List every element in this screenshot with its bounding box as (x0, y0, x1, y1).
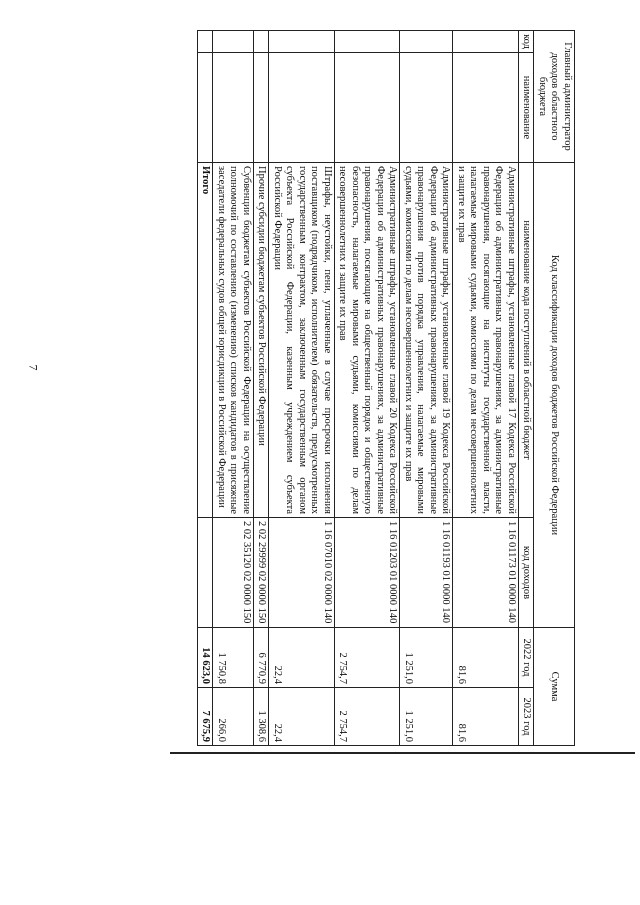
row-income-code: 1 16 01173 01 0000 140 (453, 518, 519, 628)
admin-code-cell (335, 31, 401, 53)
header-income-code: код доходов (519, 518, 535, 628)
header-classification-group: Код классификации доходов бюджетов Российской Федерации (534, 163, 575, 628)
header-year-2022: 2022 год (519, 628, 535, 688)
admin-name-cell (254, 53, 270, 163)
admin-name-cell (269, 53, 335, 163)
admin-code-cell (198, 31, 214, 53)
total-value-2022: 14 623,0 (198, 628, 214, 688)
admin-code-cell (213, 31, 254, 53)
row-value-2022: 1 251,0 (400, 628, 453, 688)
row-income-code: 1 16 01203 01 0000 140 (335, 518, 401, 628)
row-value-2022: 2 754,7 (335, 628, 401, 688)
row-value-2023: 1 308,6 (254, 688, 270, 746)
admin-name-cell (198, 53, 214, 163)
table-row (269, 31, 335, 746)
table-row (453, 31, 519, 746)
row-value-2022: 22,4 (269, 628, 335, 688)
revenue-table (197, 30, 575, 746)
row-value-2022: 81,6 (453, 628, 519, 688)
row-income-code: 2 02 29999 02 0000 150 (254, 518, 270, 628)
row-income-code: 1 16 07010 02 0000 140 (269, 518, 335, 628)
row-value-2023: 22,4 (269, 688, 335, 746)
revenue-table-sheet (100, 30, 575, 745)
page-number: 7 (26, 364, 41, 371)
row-description: Прочие субсидии бюджетам субъектов Российской Федерации (254, 163, 270, 518)
admin-name-cell (213, 53, 254, 163)
total-label: Итого (198, 163, 214, 518)
admin-name-cell (453, 53, 519, 163)
admin-name-cell (335, 53, 401, 163)
admin-code-cell (254, 31, 270, 53)
divider-line (170, 752, 635, 754)
header-code: код (519, 31, 535, 53)
header-sum-group: Сумма (534, 628, 575, 746)
row-value-2023: 1 251,0 (400, 688, 453, 746)
table-row (335, 31, 401, 746)
admin-code-cell (400, 31, 453, 53)
row-income-code: 2 02 35120 02 0000 150 (213, 518, 254, 628)
total-value-2023: 7 675,9 (198, 688, 214, 746)
total-row (198, 31, 214, 746)
table-row (254, 31, 270, 746)
row-description: Штрафы, неустойки, пени, уплаченные в случае просрочки исполнения поставщиком (подрядчиком, исполнителем) обязательств, предусмотренных государственным контрактом, заключенным государственным органом субъекта Российской Федерации, казенным учреждением субъекта Российской Федерации (269, 163, 335, 518)
total-code-cell (198, 518, 214, 628)
admin-code-cell (453, 31, 519, 53)
header-year-2023: 2023 год (519, 688, 535, 746)
row-description: Субвенции бюджетам субъектов Российской Федерации на осуществление полномочий по составлению (изменению) списков кандидатов в присяжные заседатели федеральных судов общей юрисдикции в Российской Федерации (213, 163, 254, 518)
header-income-name: наименование кода поступлений в областной бюджет (519, 163, 535, 518)
row-description: Административные штрафы, установленные главой 20 Кодекса Российской Федерации об административных правонарушениях, за административные правонарушения, посягающие на общественный порядок и общественную безопасность, налагаемые мировыми судьями, комиссиями по делам несовершеннолетних и защите их прав (335, 163, 401, 518)
row-value-2023: 266,0 (213, 688, 254, 746)
row-value-2022: 1 750,8 (213, 628, 254, 688)
header-name: наименование (519, 53, 535, 163)
row-income-code: 1 16 01193 01 0000 140 (400, 518, 453, 628)
row-description: Административные штрафы, установленные главой 19 Кодекса Российской Федерации об административных правонарушениях, за административные правонарушения против порядка управления, налагаемые мировыми судьями, комиссиями по делам несовершеннолетних и защите их прав (400, 163, 453, 518)
table-row (400, 31, 453, 746)
row-description: Административные штрафы, установленные главой 17 Кодекса Российской Федерации об административных правонарушениях, за административные правонарушения, посягающие на институты государственной власти, налагаемые мировыми судьями, комиссиями по делам несовершеннолетних и защите их прав (453, 163, 519, 518)
admin-name-cell (400, 53, 453, 163)
row-value-2023: 81,6 (453, 688, 519, 746)
row-value-2022: 6 770,9 (254, 628, 270, 688)
header-admin-group: Главный администратор доходов областного бюджета (534, 31, 575, 163)
row-value-2023: 2 754,7 (335, 688, 401, 746)
admin-code-cell (269, 31, 335, 53)
table-row (213, 31, 254, 746)
